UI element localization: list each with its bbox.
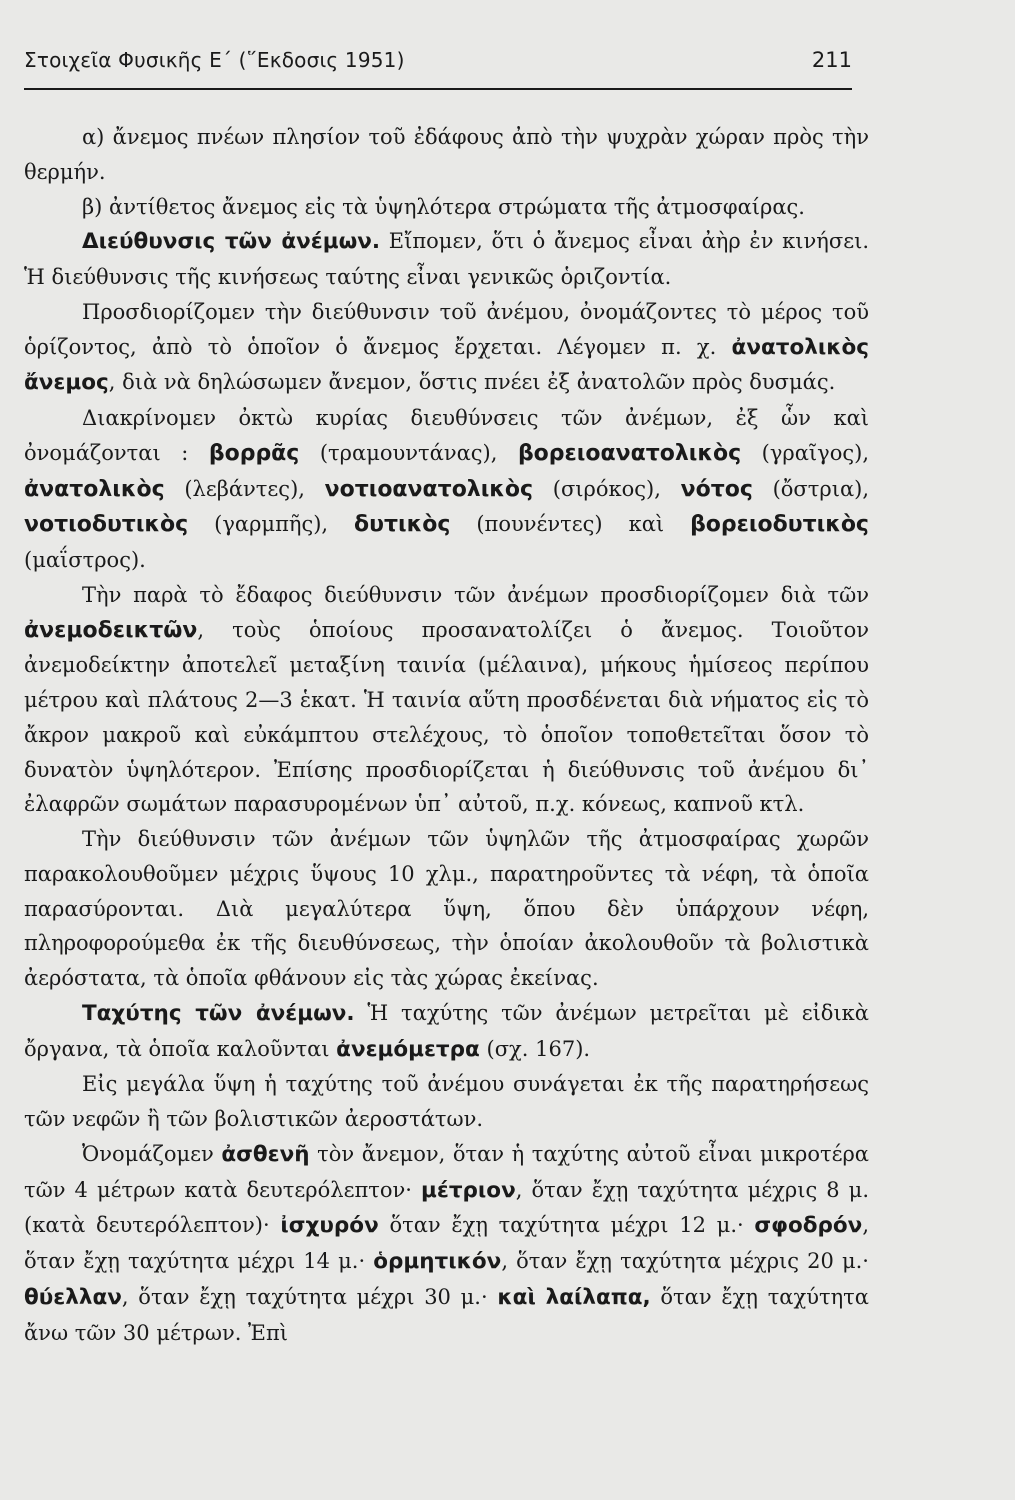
paragraph-text: , ὅταν ἔχῃ ταχύτητα μέχρι 30 μ.· [121, 1284, 498, 1309]
bold-term: ὁρμητικόν [373, 1249, 502, 1274]
paragraph-wind-direction [24, 224, 869, 295]
running-title: Στοιχεῖα Φυσικῆς Ε΄ (῞Εκδοσις 1951) [24, 48, 405, 72]
paragraph-text: Ἡ ταχύτης τῶν ἀνέμων μετρεῖται μὲ εἰδικὰ ὄργανα, τὰ ὁποῖα καλοῦνται [24, 1000, 869, 1061]
paragraph-text: β) ἀντίθετος ἄνεμος εἰς τὰ ὑψηλότερα στρώματα τῆς ἀτμοσφαίρας. [82, 194, 805, 219]
bold-term: ἀσθενῆ [221, 1141, 310, 1167]
paragraph-opposite-wind [24, 190, 869, 225]
paragraph-text: Προσδιορίζομεν τὴν διεύθυνσιν τοῦ ἀνέμου, ὀνομάζοντες τὸ μέρος τοῦ ὁρίζοντος, ἀπὸ τὸ ὁποῖον ὁ ἄνεμος ἔρχεται. Λέγομεν π. χ. [24, 299, 869, 359]
bold-term: νότος [680, 476, 753, 502]
paragraph-text: Εἴπομεν, ὅτι ὁ ἄνεμος εἶναι ἀὴρ ἐν κινήσει. Ἡ διεύθυνσις τῆς κινήσεως ταύτης εἶναι γενικῶς ὁριζοντία. [24, 229, 869, 289]
paragraph-wind-categories [24, 1137, 869, 1351]
bold-term: θύελλαν [24, 1284, 122, 1310]
bold-term: ἀνατολικὸς [24, 476, 165, 502]
section-heading-wind-direction: Διεύθυνσις τῶν ἀνέμων. [82, 229, 381, 255]
paragraph-upper-winds [24, 822, 869, 996]
paragraph-determine-direction [24, 295, 869, 401]
body-text [24, 120, 869, 1350]
paragraph-text: τὸν ἄνεμον, ὅταν ἡ ταχύτης αὐτοῦ εἶναι μικροτέρα τῶν 4 μέτρων κατὰ δευτερόλεπτον· [24, 1141, 869, 1202]
bold-term: νοτιοανατολικὸς [324, 476, 534, 502]
bold-term: ἀνεμοδεικτῶν [24, 617, 198, 643]
paragraph-text: Διακρίνομεν ὀκτὼ κυρίας διευθύνσεις τῶν ἀνέμων, ἐξ ὧν καὶ ὀνομάζονται : [24, 406, 869, 465]
bold-term: ἀνατολικὸς ἄνεμος [24, 334, 869, 396]
paragraph-text: (τραμουντάνας), [299, 440, 518, 465]
paragraph-text: ὅταν ἔχῃ ταχύτητα ἄνω τῶν 30 μέτρων. Ἐπὶ [24, 1284, 869, 1345]
bold-term: καὶ [497, 1284, 536, 1310]
bold-term: νοτιοδυτικὸς [24, 512, 189, 538]
paragraph-text: Τὴν παρὰ τὸ ἔδαφος διεύθυνσιν τῶν ἀνέμων προσδιορίζομεν διὰ τῶν [82, 582, 869, 607]
bold-term: βορρᾶς [208, 440, 300, 466]
paragraph-text: (πουνέντες) καὶ [450, 512, 691, 537]
paragraph-text: ὅταν ἔχῃ ταχύτητα μέχρι 12 μ.· [378, 1213, 755, 1238]
paragraph-text: , τοὺς ὁποίους προσανατολίζει ὁ ἄνεμος. Τοιοῦτον ἀνεμοδείκτην ἀποτελεῖ μεταξίνη ταινία (μέλαινα), μήκους ἡμίσεος περίπου μέτρου καὶ πλάτους 2—3 ἑκατ. Ἡ ταινία αὕτη προσδένεται διὰ νήματος εἰς τὸ ἄκρον μακροῦ καὶ εὐκάμπτου στελέχους, τὸ ὁποῖον τοποθετεῖται ὅσον τὸ δυνατὸν ὑψηλότερον. Ἐπίσης προσδιορίζεται ἡ διεύθυνσις τοῦ ἀνέμου δι᾿ ἐλαφρῶν σωμάτων παρασυρομένων ὑπ᾿ αὐτοῦ, π.χ. κόνεως, καπνοῦ κτλ. [24, 617, 869, 817]
paragraph-speed-at-height [24, 1067, 869, 1137]
paragraph-text: , ὅταν ἔχῃ ταχύτητα μέχρι 14 μ.· [24, 1213, 869, 1273]
paragraph-text: Εἰς μεγάλα ὕψη ἡ ταχύτης τοῦ ἀνέμου συνάγεται ἐκ τῆς παρατηρήσεως τῶν νεφῶν ἢ τῶν βολιστικῶν ἀεροστάτων. [24, 1072, 869, 1131]
paragraph-text: (γαρμπῆς), [188, 512, 355, 537]
paragraph-text: (σιρόκος), [533, 476, 681, 501]
paragraph-text: Ὀνομάζομεν [82, 1141, 222, 1166]
paragraph-text: Τὴν διεύθυνσιν τῶν ἀνέμων τῶν ὑψηλῶν τῆς ἀτμοσφαίρας χωρῶν παρακολουθοῦμεν μέχρις ὕψους 10 χλμ., παρατηροῦντες τὰ νέφη, τὰ ὁποῖα παρασύρονται. Διὰ μεγαλύτερα ὕψη, ὅπου δὲν ὑπάρχουν νέφη, πληροφορούμεθα ἐκ τῆς διευθύνσεως, τὴν ὁποίαν ἀκολουθοῦν τὰ βολιστικὰ ἀερόστατα, τὰ ὁποῖα φθάνουν εἰς τὰς χώρας ἐκείνας. [24, 827, 869, 990]
paragraph-eight-directions [24, 401, 869, 578]
running-head [24, 48, 852, 90]
page-number: 211 [811, 48, 852, 72]
bold-term: βορειοανατολικὸς [517, 440, 742, 466]
bold-term: ἰσχυρόν [280, 1213, 379, 1239]
paragraph-text: (σχ. 167). [479, 1036, 591, 1061]
bold-term: σφοδρόν [754, 1213, 863, 1239]
bold-term: λαίλαπα, [545, 1284, 651, 1310]
section-heading-wind-speed: Ταχύτης τῶν ἀνέμων. [82, 1000, 355, 1026]
paragraph-wind-near-ground [24, 120, 869, 190]
paragraph-text: , ὅταν ἔχῃ ταχύτητα μέχρις 8 μ. (κατὰ δευτερόλεπτον)· [24, 1177, 870, 1238]
paragraph-text: (μαΐστρος). [24, 548, 146, 572]
paragraph-text: (ὄστρια), [752, 476, 870, 501]
bold-term: μέτριον [421, 1177, 516, 1203]
paragraph-text: , διὰ νὰ δηλώσωμεν ἄνεμον, ὅστις πνέει ἐξ ἀνατολῶν πρὸς δυσμάς. [108, 370, 836, 395]
bold-term: βορειοδυτικὸς [690, 512, 869, 538]
paragraph-text: , ὅταν ἔχῃ ταχύτητα μέχρις 20 μ.· [501, 1249, 869, 1273]
paragraph-text: α) ἄνεμος πνέων πλησίον τοῦ ἐδάφους ἀπὸ τὴν ψυχρὰν χώραν πρὸς τὴν θερμήν. [24, 125, 869, 184]
bold-term: ἀνεμόμετρα [336, 1036, 480, 1062]
paragraph-text [536, 1285, 546, 1309]
paragraph-wind-vanes [24, 578, 869, 822]
paragraph-text: (γραῖγος), [741, 440, 869, 465]
bold-term: δυτικὸς [354, 512, 451, 538]
paragraph-text: (λεβάντες), [164, 476, 325, 501]
paragraph-wind-speed [24, 996, 869, 1068]
